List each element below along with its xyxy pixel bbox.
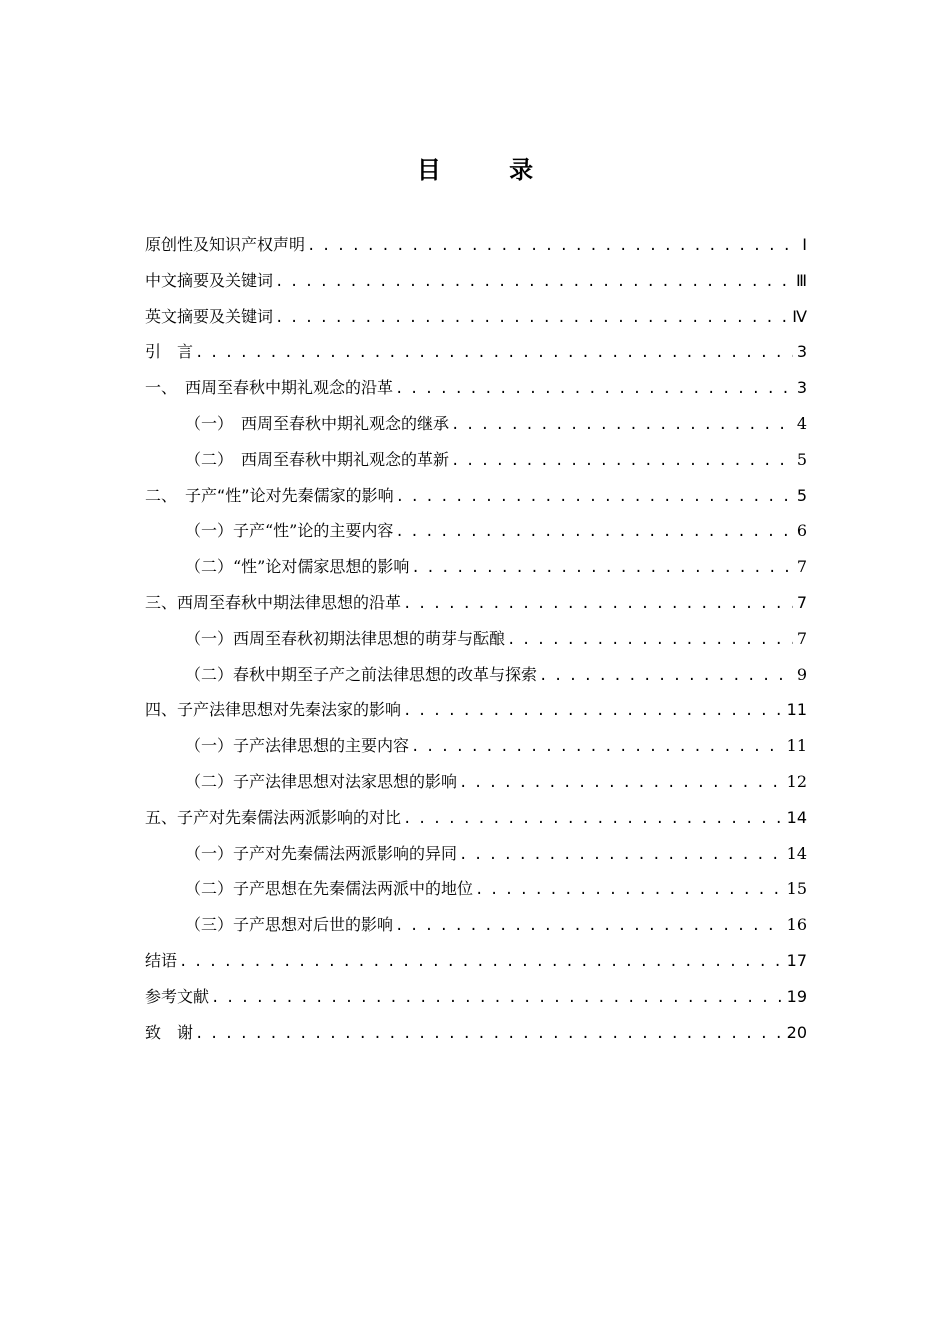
toc-dot-leader xyxy=(403,700,783,719)
toc-dot-leader xyxy=(411,557,792,576)
toc-entry-label: （一）子产对先秦儒法两派影响的异同 xyxy=(185,843,458,863)
toc-entry-label: （二）春秋中期至子产之前法律思想的改革与探索 xyxy=(185,664,538,684)
toc-entry-label: （二）子产思想在先秦儒法两派中的地位 xyxy=(185,879,474,899)
toc-page-number: 3 xyxy=(796,342,807,362)
toc-entry[interactable] xyxy=(145,805,807,841)
toc-dot-leader xyxy=(403,808,783,827)
toc-page-number: 19 xyxy=(786,986,807,1006)
toc-dot-leader xyxy=(275,271,792,290)
toc-entry-label: （一）子产“性”论的主要内容 xyxy=(185,521,394,541)
toc-dot-leader xyxy=(395,915,783,934)
toc-entry-label: 英文摘要及关键词 xyxy=(145,306,274,326)
toc-page-number: Ⅰ xyxy=(802,235,807,254)
toc-dot-leader xyxy=(195,1023,783,1042)
toc-dot-leader xyxy=(403,593,793,612)
toc-entry-label: （二）“性”论对儒家思想的影响 xyxy=(185,557,410,577)
toc-entry[interactable] xyxy=(145,483,807,519)
toc-page-number: Ⅲ xyxy=(795,270,807,290)
toc-entry-label: （一）子产法律思想的主要内容 xyxy=(185,736,410,756)
toc-entry-label: 参考文献 xyxy=(145,986,210,1006)
toc-entry[interactable] xyxy=(145,733,807,769)
toc-dot-leader xyxy=(459,844,783,863)
toc-dot-leader xyxy=(539,665,793,684)
toc-entry-label: 引 言 xyxy=(145,342,194,362)
toc-entry[interactable] xyxy=(145,232,807,268)
toc-entry[interactable] xyxy=(145,304,807,340)
toc-dot-leader xyxy=(411,736,783,755)
toc-dot-leader xyxy=(211,987,783,1006)
toc-entry-label: 中文摘要及关键词 xyxy=(145,270,274,290)
toc-entry-label: 三、西周至春秋中期法律思想的沿革 xyxy=(145,592,402,612)
toc-dot-leader xyxy=(451,414,793,433)
toc-page-number: 11 xyxy=(786,736,807,756)
toc-entry-label: （一）西周至春秋初期法律思想的萌芽与酝酿 xyxy=(185,628,506,648)
toc-entry-label: （三）子产思想对后世的影响 xyxy=(185,915,394,935)
toc-entry[interactable] xyxy=(145,769,807,805)
toc-page-number: 16 xyxy=(786,915,807,935)
toc-entry-label: 五、子产对先秦儒法两派影响的对比 xyxy=(145,807,402,827)
toc-entry[interactable] xyxy=(145,697,807,733)
toc-dot-leader xyxy=(275,307,788,326)
toc-page-number: Ⅳ xyxy=(792,306,807,326)
table-of-contents xyxy=(145,232,807,1055)
toc-page-number: 14 xyxy=(786,843,807,863)
toc-entry[interactable] xyxy=(145,662,807,698)
toc-dot-leader xyxy=(307,235,798,254)
toc-dot-leader xyxy=(179,951,783,970)
toc-dot-leader xyxy=(395,521,792,540)
toc-entry[interactable] xyxy=(145,948,807,984)
toc-entry[interactable] xyxy=(145,876,807,912)
toc-entry[interactable] xyxy=(145,626,807,662)
toc-entry[interactable] xyxy=(145,554,807,590)
toc-entry[interactable] xyxy=(145,375,807,411)
toc-dot-leader xyxy=(459,772,783,791)
toc-entry[interactable] xyxy=(145,268,807,304)
toc-entry[interactable] xyxy=(145,841,807,877)
toc-page-number: 4 xyxy=(796,413,807,433)
toc-entry[interactable] xyxy=(145,590,807,626)
toc-entry-label: 四、子产法律思想对先秦法家的影响 xyxy=(145,700,402,720)
toc-entry[interactable] xyxy=(145,447,807,483)
toc-dot-leader xyxy=(507,629,793,648)
toc-page-number: 11 xyxy=(786,700,807,720)
toc-entry-label: （一） 西周至春秋中期礼观念的继承 xyxy=(185,413,450,433)
toc-page-number: 5 xyxy=(796,449,807,469)
toc-entry[interactable] xyxy=(145,411,807,447)
toc-page-number: 14 xyxy=(786,807,807,827)
toc-entry[interactable] xyxy=(145,1020,807,1056)
toc-entry[interactable] xyxy=(145,984,807,1020)
toc-page-number: 5 xyxy=(796,485,807,505)
toc-page-number: 6 xyxy=(796,521,807,541)
toc-entry[interactable] xyxy=(145,518,807,554)
toc-entry[interactable] xyxy=(145,339,807,375)
toc-dot-leader xyxy=(195,342,793,361)
toc-page-number: 15 xyxy=(786,879,807,899)
toc-page-number: 17 xyxy=(786,950,807,970)
toc-entry[interactable] xyxy=(145,912,807,948)
toc-page-number: 3 xyxy=(796,378,807,398)
toc-dot-leader xyxy=(475,879,783,898)
toc-entry-label: 原创性及知识产权声明 xyxy=(145,235,306,254)
toc-dot-leader xyxy=(396,486,793,505)
toc-entry-label: 一、 西周至春秋中期礼观念的沿革 xyxy=(145,378,394,398)
toc-page-number: 12 xyxy=(786,771,807,791)
toc-page-number: 7 xyxy=(796,592,807,612)
toc-page-number: 20 xyxy=(786,1022,807,1042)
toc-entry-label: （二）子产法律思想对法家思想的影响 xyxy=(185,771,458,791)
toc-page-number: 9 xyxy=(796,664,807,684)
toc-dot-leader xyxy=(451,450,793,469)
toc-page-number: 7 xyxy=(796,557,807,577)
page-title: 目 录 xyxy=(416,155,564,184)
toc-entry-label: 结语 xyxy=(145,950,178,970)
toc-dot-leader xyxy=(395,378,793,397)
toc-entry-label: 二、 子产“性”论对先秦儒家的影响 xyxy=(145,485,394,505)
toc-entry-label: 致 谢 xyxy=(145,1022,194,1042)
toc-page-number: 7 xyxy=(796,628,807,648)
toc-entry-label: （二） 西周至春秋中期礼观念的革新 xyxy=(185,449,450,469)
